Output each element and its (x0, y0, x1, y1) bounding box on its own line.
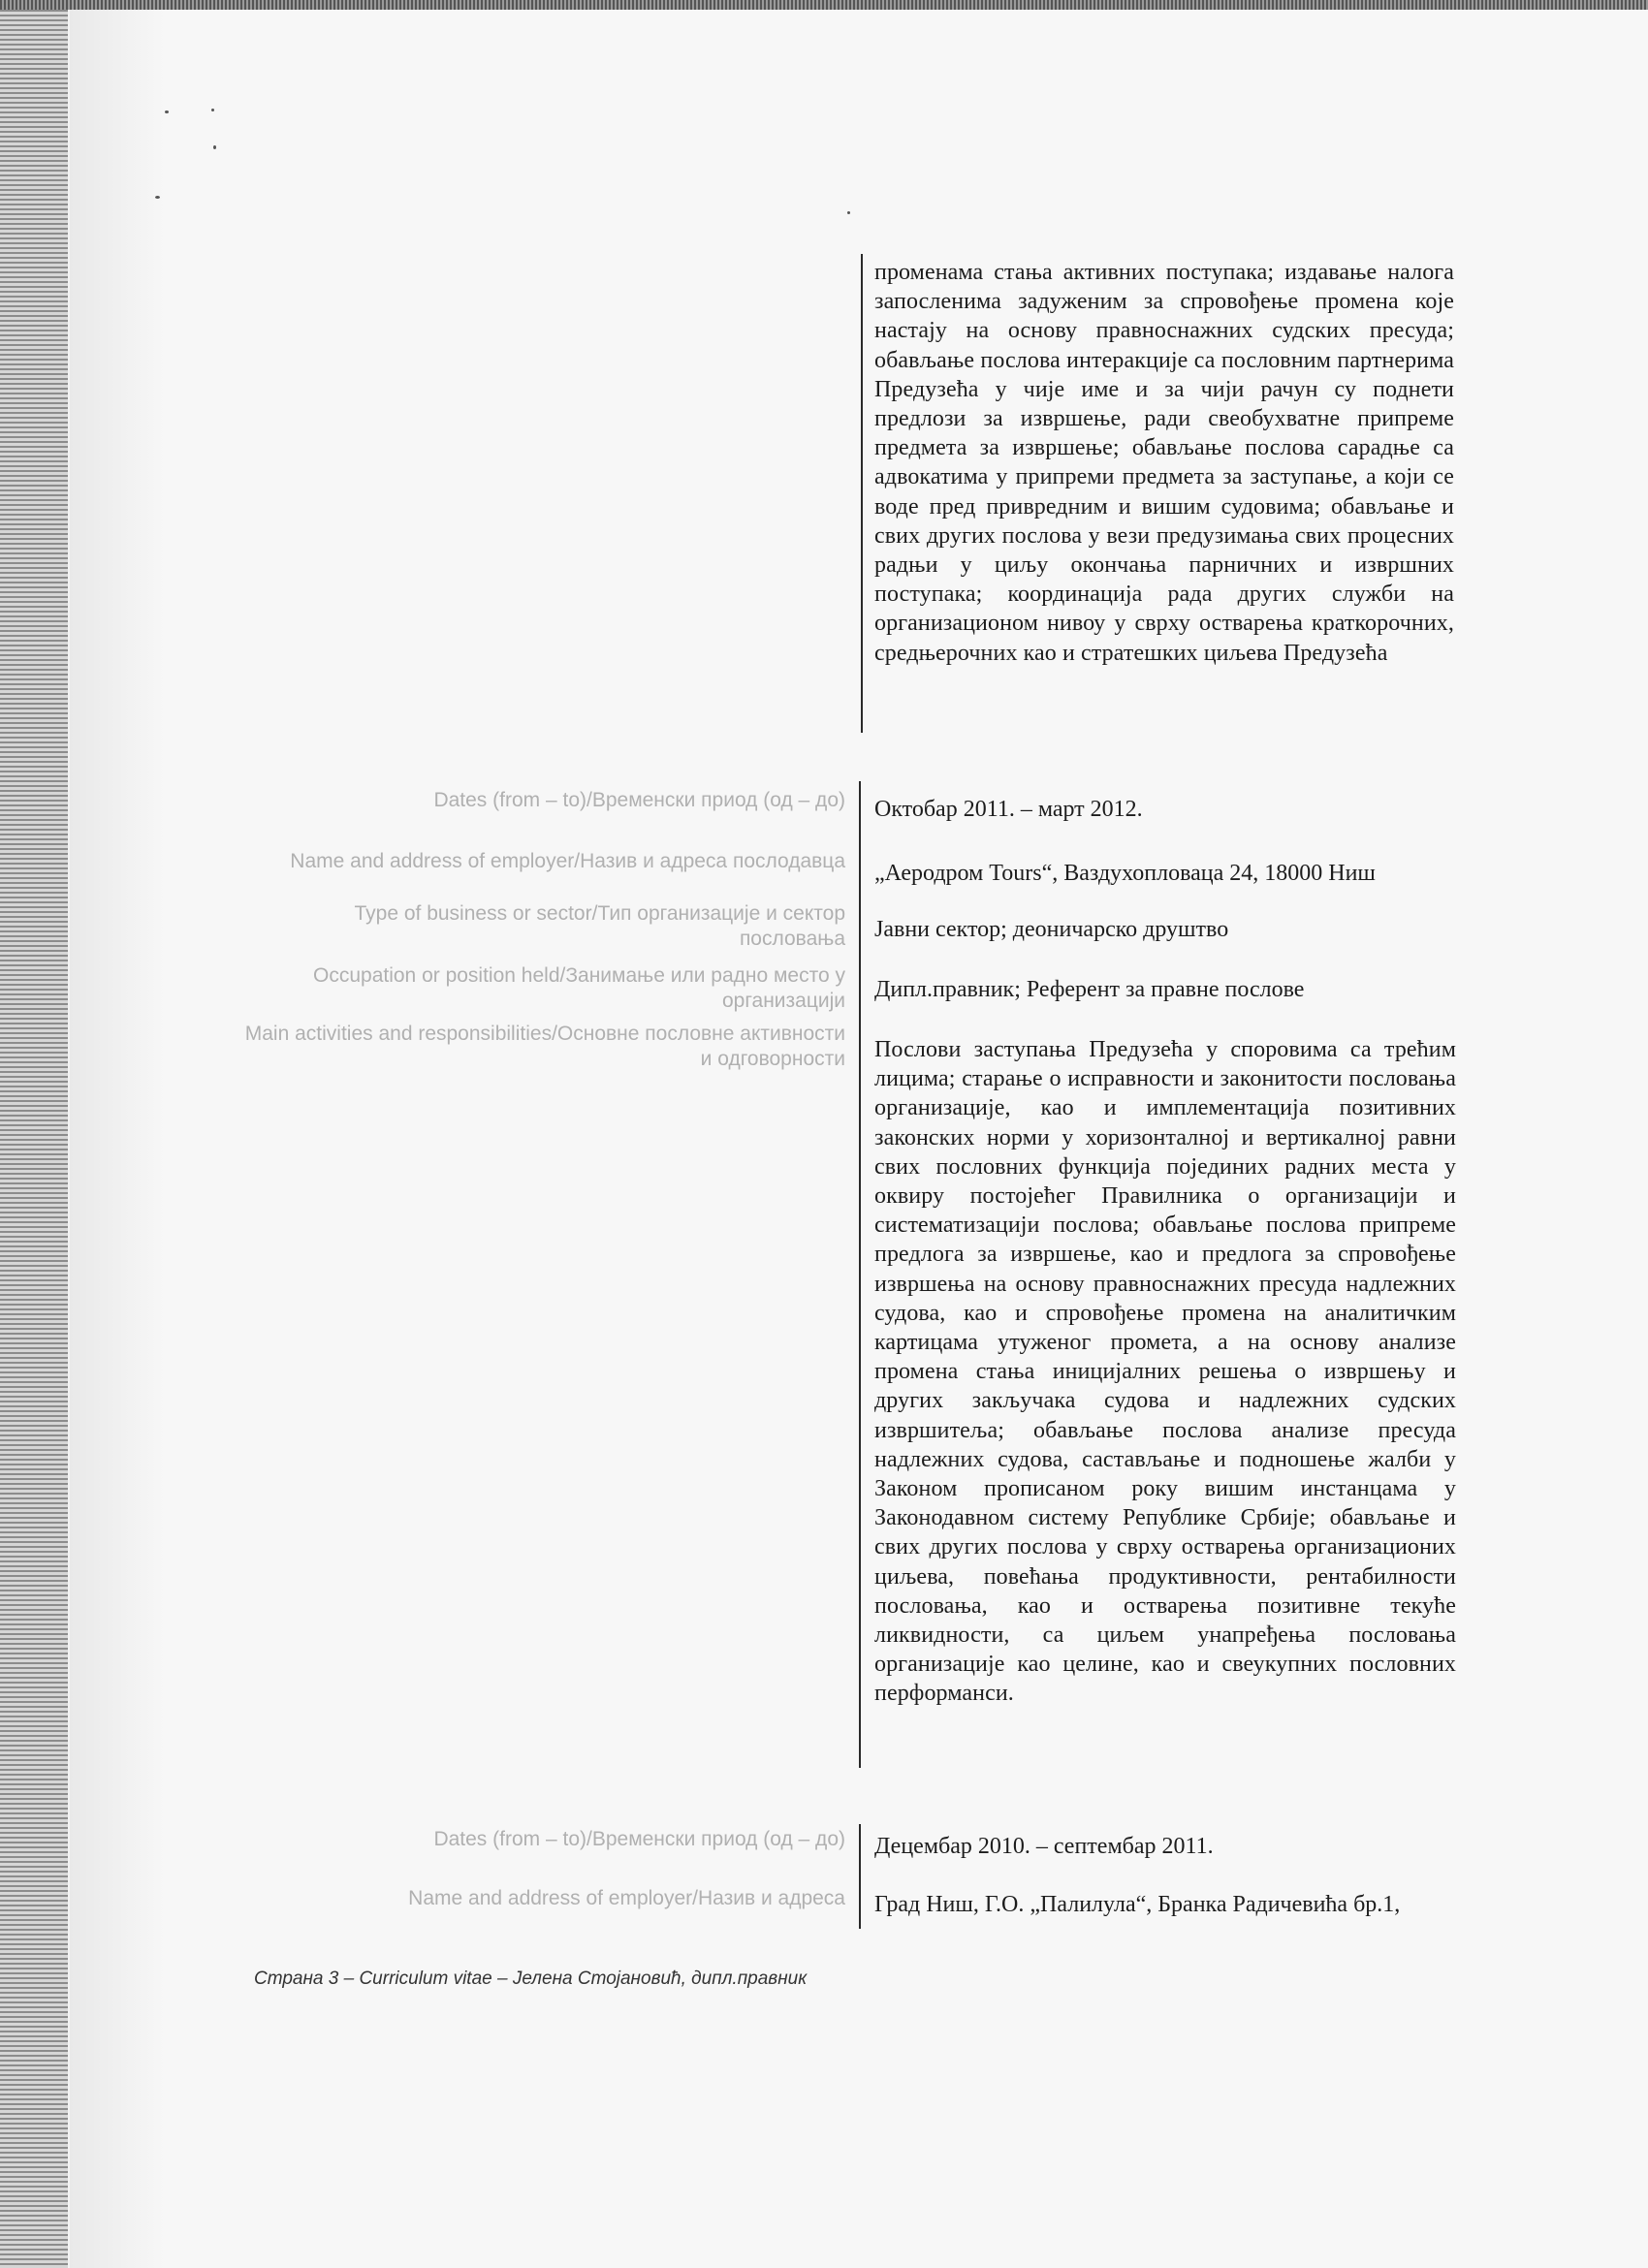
employer-value: „Аеродром Tours“, Ваздухопловаца 24, 18000 Ниш (874, 861, 1376, 886)
label-activities: Main activities and responsibilities/Основне пословне активности и одговорности (244, 1023, 845, 1070)
label-occupation: Occupation or position held/Занимање или радно место у организацији (313, 964, 845, 1012)
scan-speck (847, 211, 850, 214)
scan-speck (165, 110, 169, 113)
page-footer: Страна 3 – Curriculum vitae – Јелена Стојановић, дипл.правник (254, 1969, 808, 1989)
column-divider (861, 254, 863, 733)
column-divider (859, 781, 861, 1768)
label-employer: Name and address of employer/Назив и адреса послодавца (290, 850, 845, 872)
occupation-value: Дипл.правник; Референт за правне послове (874, 977, 1305, 1002)
scan-speck (155, 196, 160, 199)
scanner-edge-left (0, 0, 68, 2268)
scan-speck (213, 145, 216, 149)
dates-value: Октобар 2011. – март 2012. (874, 797, 1143, 822)
scanner-edge-top (0, 0, 1648, 10)
label-dates: Dates (from – to)/Временски приод (од – до) (433, 789, 845, 811)
label-employer: Name and address of employer/Назив и адреса (408, 1887, 845, 1909)
scan-speck (211, 109, 214, 111)
employer-value: Град Ниш, Г.О. „Палилула“, Бранка Радичевића бр.1, (874, 1892, 1401, 1917)
label-business: Type of business or sector/Тип организације и сектор пословања (354, 902, 845, 950)
activities-continuation: променама стања активних поступака; издавање налога запосленима задуженим за спровођење промена које настају на основу правноснажних судских пресуда; обављање послова интеракције са пословним партнерима Предузећа у чије име и за чији рачун су поднети предлози за извршење, ради свеобухватне припреме предмета за извршење; обављање послова сарадње са адвокатима у припреми предмета за заступање, а који се воде пред привредним и вишим судовима; обављање и свих других послова у вези предузимања свих процесних радњи у циљу окончања парничних и извршних поступака; координација рада других служби на организационом нивоу у сврху остварења краткорочних, средњерочних као и стратешких циљева Предузећа (874, 260, 1454, 666)
column-divider (859, 1824, 861, 1929)
dates-value: Децембар 2010. – септембар 2011. (874, 1834, 1214, 1859)
activities-value: Послови заступања Предузећа у споровима са трећим лицима; старање о исправности и законитости пословања организације, као и имплементација позитивних законских норми у хоризонталној и вертикалној равни свих пословних функција појединих радних места у оквиру постојећег Правилника о организацији и систематизацији послова; обављање послова припреме предлога за извршење, као и предлога за спровођење извршења на основу правноснажних пресуда надлежних судова, као и спровођење промена на аналитичким картицама утуженог промета, а на основу анализе промена стања иницијалних решења о извршењу и других закључака судова и надлежних судских извршитеља; обављање послова анализе пресуда надлежних судова, састављање и подношење жалби у Законом прописаном року вишим инстанцама у Законодавном систему Републике Србије; обављање и свих других послова у сврху остварења организационих циљева, повећања продуктивности, рентабилности пословања, као и остварења позитивне текуће ликвидности, са циљем унапређења пословања организације као целине, као и свеукупних пословних перформанси. (874, 1037, 1456, 1707)
label-dates: Dates (from – to)/Временски приод (од – до) (433, 1828, 845, 1850)
business-value: Јавни сектор; деоничарско друштво (874, 917, 1229, 942)
